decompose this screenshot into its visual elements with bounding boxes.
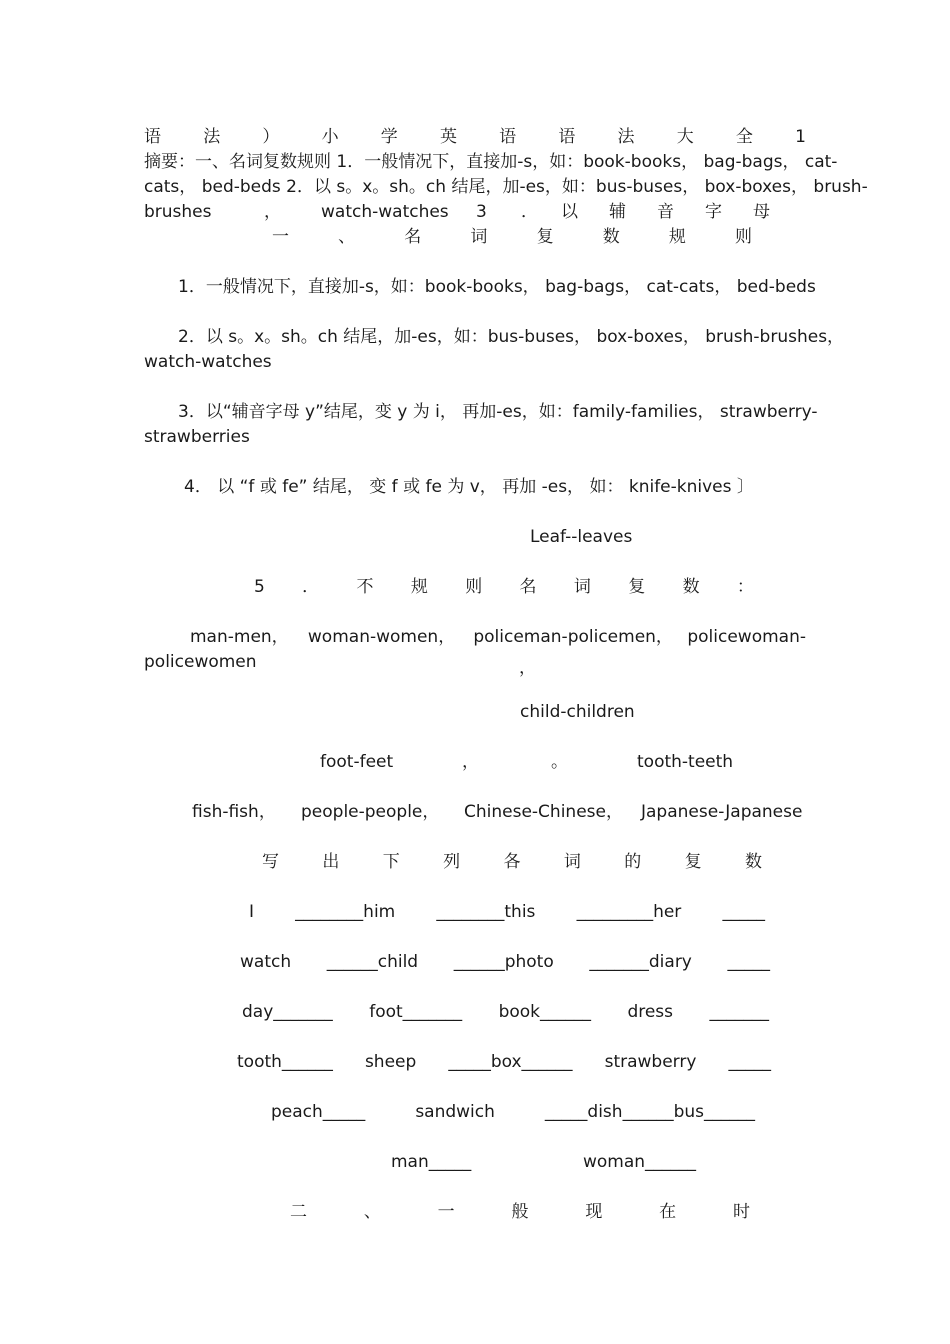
heading-char: 小 [321,127,339,147]
heading-char: 二 [290,1202,307,1222]
heading-char: ） [262,127,280,147]
exercise-cell: _____box______ [448,1052,573,1072]
summary-word: watch-watches [321,202,449,222]
heading-char: 规 [668,227,686,247]
exercise-row [271,1100,755,1125]
summary-line-1: 摘要：一、名词复数规则 1．一般情况下，直接加-s，如：book-books， bag-bags， cat- [144,152,838,172]
exercise-cell: ________him [295,902,396,922]
exercise-cell: sandwich [415,1102,495,1122]
exercise-cell: ______photo [453,952,554,972]
heading-char: 英 [439,127,457,147]
heading-char: 现 [585,1202,603,1222]
heading-char: 语 [558,127,576,147]
summary-line-3 [144,200,806,225]
irregular-comma: ， [519,658,536,678]
heading-char: 学 [380,127,398,147]
summary-word: ． [521,202,538,222]
exercise-row [242,1000,769,1025]
exercise-cell: peach_____ [271,1102,366,1122]
exercise-row [237,1050,771,1075]
heading-char: 复 [536,227,554,247]
heading-char: 在 [659,1202,677,1222]
summary-word: 以 [561,202,578,222]
heading-char: 法 [203,127,221,147]
exercise-cell: _____dish______bus______ [544,1102,755,1122]
irregular-word: tooth-teeth [637,752,734,772]
heading-char: 规 [410,577,428,597]
heading-char: 则 [734,227,752,247]
irregular-line-3: child-children [520,702,635,722]
exercise-cell: dress [627,1002,674,1022]
heading-char: 词 [573,577,591,597]
heading-char: 法 [617,127,635,147]
summary-word: 母 [753,202,770,222]
heading-char: 各 [503,852,521,872]
heading-char: ： [736,577,754,597]
exercise-cell: _______ [709,1002,769,1022]
irregular-line-5 [144,800,806,825]
heading-char: 一 [437,1202,455,1222]
exercise-cell: _____ [722,902,765,922]
exercise-cell: _____ [727,952,770,972]
summary-word: 3 [476,202,487,222]
exercise-cell: strawberry [604,1052,697,1072]
heading-char: 、 [338,227,356,247]
heading-char: 列 [443,852,461,872]
rule-1: 1．一般情况下，直接加-s，如：book-books， bag-bags， cat-cats， bed-beds [178,277,816,297]
irregular-line-2 [144,650,806,678]
summary-line-2: cats， bed-beds 2．以 s。x。sh。ch 结尾，加-es，如：bus-buses， box-boxes， brush- [144,177,868,197]
heading-char: 大 [676,127,694,147]
exercise-cell: _________her [576,902,682,922]
summary-word: ， [264,202,281,222]
irregular-line-4 [144,750,806,775]
heading-char: 复 [684,852,702,872]
irregular-word: people-people， [301,802,440,822]
exercise-heading [262,850,762,875]
heading-char: 语 [499,127,517,147]
heading-char: 则 [465,577,483,597]
irregular-word: Japanese-Japanese [641,802,803,822]
heading-char: 5 [254,577,265,597]
heading-char: 数 [745,852,762,872]
heading-char: 语 [144,127,161,147]
exercise-cell: tooth______ [237,1052,333,1072]
exercise-cell: man_____ [391,1152,472,1172]
irregular-word: policewoman- [687,627,806,647]
heading-char: 复 [628,577,646,597]
exercise-cell: ________this [436,902,536,922]
heading-char: 词 [470,227,488,247]
heading-char: 全 [735,127,753,147]
rule-5-heading [254,575,754,600]
heading-char: 词 [563,852,581,872]
exercise-cell: watch [240,952,292,972]
summary-word: brushes [144,202,212,222]
heading-char: 写 [262,852,279,872]
exercise-cell: sheep [364,1052,417,1072]
irregular-word: fish-fish， [192,802,276,822]
exercise-row [240,950,770,975]
rule-2-line-2: watch-watches [144,352,272,372]
rule-2-line-1: 2．以 s。x。sh。ch 结尾，加-es，如：bus-buses， box-boxes， brush-brushes， [178,327,845,347]
irregular-word: policewomen [144,652,257,672]
rule-3-line-1: 3．以“辅音字母 y”结尾，变 y 为 i， 再加-es，如：family-families， strawberry- [178,402,818,422]
heading-char: 时 [732,1202,750,1222]
heading-char: 数 [682,577,700,597]
section-1-heading [272,225,752,250]
heading-char: 一 [272,227,289,247]
exercise-cell: day_______ [242,1002,333,1022]
rule-3-line-2: strawberries [144,427,250,447]
irregular-word: policeman-policemen， [473,627,673,647]
document-title [144,125,806,150]
section-2-heading [290,1200,750,1225]
exercise-cell: woman______ [583,1152,697,1172]
summary-word: 字 [705,202,722,222]
summary-word: 音 [657,202,674,222]
heading-char: ． [302,577,320,597]
exercise-cell: I [249,902,255,922]
irregular-word: foot-feet [320,752,394,772]
exercise-row [249,900,765,925]
heading-char: 的 [624,852,642,872]
heading-char: 数 [602,227,620,247]
exercise-cell: foot_______ [369,1002,463,1022]
exercise-cell: ______child [326,952,419,972]
exercise-row [144,1150,806,1175]
irregular-word: woman-women， [307,627,456,647]
irregular-word: Chinese-Chinese， [464,802,623,822]
heading-char: 名 [404,227,422,247]
irregular-word: ， [462,752,479,772]
heading-char: 名 [519,577,537,597]
rule-4-line-2: Leaf--leaves [530,527,633,547]
summary-word: 辅 [609,202,626,222]
heading-char: 1 [795,127,806,147]
irregular-word: 。 [551,752,568,772]
rule-4-line-1: 4． 以 “f 或 fe” 结尾， 变 f 或 fe 为 v， 再加 -es， 如： knife-knives 〕 [184,477,754,497]
exercise-cell: _____ [728,1052,771,1072]
heading-char: 不 [356,577,374,597]
irregular-line-1 [144,625,806,650]
heading-char: 般 [511,1202,529,1222]
heading-char: 出 [322,852,340,872]
exercise-cell: book______ [498,1002,592,1022]
heading-char: 下 [382,852,400,872]
irregular-word: man-men， [190,627,289,647]
heading-char: 、 [363,1202,381,1222]
exercise-cell: _______diary [589,952,692,972]
